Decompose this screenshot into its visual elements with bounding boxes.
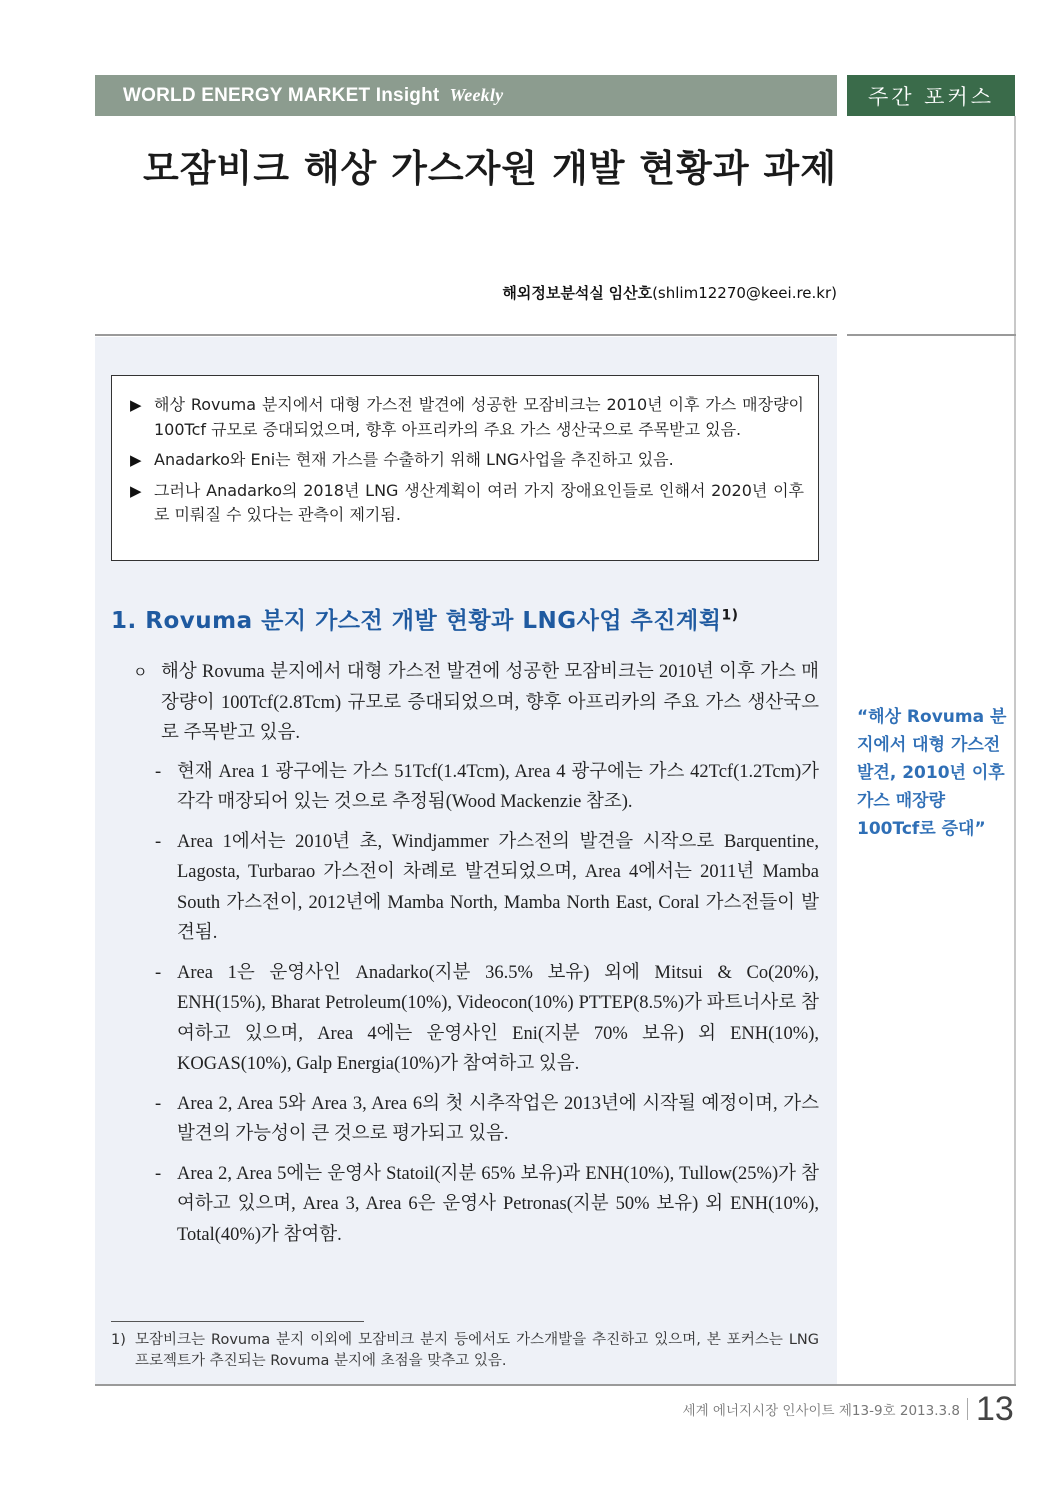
sub-point: - Area 2, Area 5에는 운영사 Statoil(지분 65% 보유)과 ENH(10%), Tullow(25%)가 참여하고 있으며, Area 3, Area 6은 운영사 Petronas(지분 50% 보유) 외 ENH(10%), Total(40%)가 참여함.	[155, 1163, 819, 1245]
sub-point: - Area 1은 운영사인 Anadarko(지분 36.5% 보유) 외에 Mitsui & Co(20%), ENH(15%), Bharat Petroleum(10%), Videocon(10%) PTTEP(8.5%)가 파트너사로 참여하고 있으며, Area 4에는 운영사인 Eni(지분 70% 보유) 외 ENH(10%), KOGAS(10%), Galp Energia(10%)가 참여하고 있음.	[155, 962, 819, 1074]
page-number: 13	[976, 1390, 1014, 1428]
footnote-rule	[111, 1321, 364, 1322]
main-point: ㅇ 해상 Rovuma 분지에서 대형 가스전 발견에 성공한 모잠비크는 2010년 이후 가스 매장량이 100Tcf(2.8Tcm) 규모로 증대되었으며, 향후 아프리카의 주요 가스 생산국으로 주목받고 있음.	[133, 657, 819, 749]
circle-bullet: ㅇ	[133, 663, 148, 681]
header-bar	[95, 75, 837, 116]
sub-point: - Area 2, Area 5와 Area 3, Area 6의 첫 시추작업은 2013년에 시작될 예정이며, 가스 발견의 가능성이 큰 것으로 평가되고 있음.	[155, 1093, 819, 1144]
summary-box	[111, 375, 819, 561]
author-line	[95, 282, 837, 303]
footnote: 1) 모잠비크는 Rovuma 분지 이외에 모잠비크 분지 등에서도 가스개발을 추진하고 있으며, 본 포커스는 LNG 프로젝트가 추진되는 Rovuma 분지에 초점을 맞추고 있음.	[111, 1332, 819, 1369]
article-title: 모잠비크 해상 가스자원 개발 현황과 과제	[142, 147, 837, 190]
summary-item: ▶ 해상 Rovuma 분지에서 대형 가스전 발견에 성공한 모잠비크는 2010년 이후 가스 매장량이 100Tcf 규모로 증대되었으며, 향후 아프리카의 주요 가스 생산국으로 주목받고 있음.	[130, 393, 804, 442]
author-dept: 해외정보분석실	[502, 284, 604, 302]
pull-quote: “해상 Rovuma 분지에서 대형 가스전 발견, 2010년 이후 가스 매장량 100Tcf로 증대”	[857, 707, 1007, 839]
series-weekly: Weekly	[449, 85, 504, 105]
triangle-bullet-icon: ▶	[130, 481, 142, 500]
series-title: WORLD ENERGY MARKET Insight	[123, 84, 440, 106]
summary-item: ▶ 그러나 Anadarko의 2018년 LNG 생산계획이 여러 가지 장애요인들로 인해서 2020년 이후로 미뤄질 수 있다는 관측이 제기됨.	[130, 479, 804, 528]
sub-point: - 현재 Area 1 광구에는 가스 51Tcf(1.4Tcm), Area 4 광구에는 가스 42Tcf(1.2Tcm)가 각각 매장되어 있는 것으로 추정됨(Wood Mackenzie 참조).	[155, 761, 819, 812]
article-body	[133, 657, 819, 1259]
right-margin-line	[1014, 116, 1016, 1386]
publication-info: 세계 에너지시장 인사이트 제13-9호 2013.3.8	[682, 1403, 960, 1419]
footer-separator	[967, 1398, 968, 1420]
footnote-ref: 1)	[721, 607, 739, 624]
divider	[95, 334, 837, 336]
triangle-bullet-icon: ▶	[130, 451, 142, 469]
section-tab: 주간 포커스	[847, 75, 1015, 116]
author-name: 임산호	[608, 284, 653, 302]
sub-point: - Area 1에서는 2010년 초, Windjammer 가스전의 발견을 시작으로 Barquentine, Lagosta, Turbarao 가스전이 차례로 발견되었으며, Area 4에서는 2011년 Mamba South 가스전이, 2012년에 Mamba North, Mamba North East, Coral 가스전들이 발견됨.	[155, 831, 819, 943]
summary-item: ▶ Anadarko와 Eni는 현재 가스를 수출하기 위해 LNG사업을 추진하고 있음.	[130, 448, 804, 473]
author-email: (shlim12270@keei.re.kr)	[652, 284, 837, 302]
triangle-bullet-icon: ▶	[130, 396, 142, 414]
divider	[95, 1384, 1016, 1386]
divider	[847, 334, 1016, 336]
section-heading: 1. Rovuma 분지 가스전 개발 현황과 LNG사업 추진계획$^{1)}$	[111, 607, 739, 634]
